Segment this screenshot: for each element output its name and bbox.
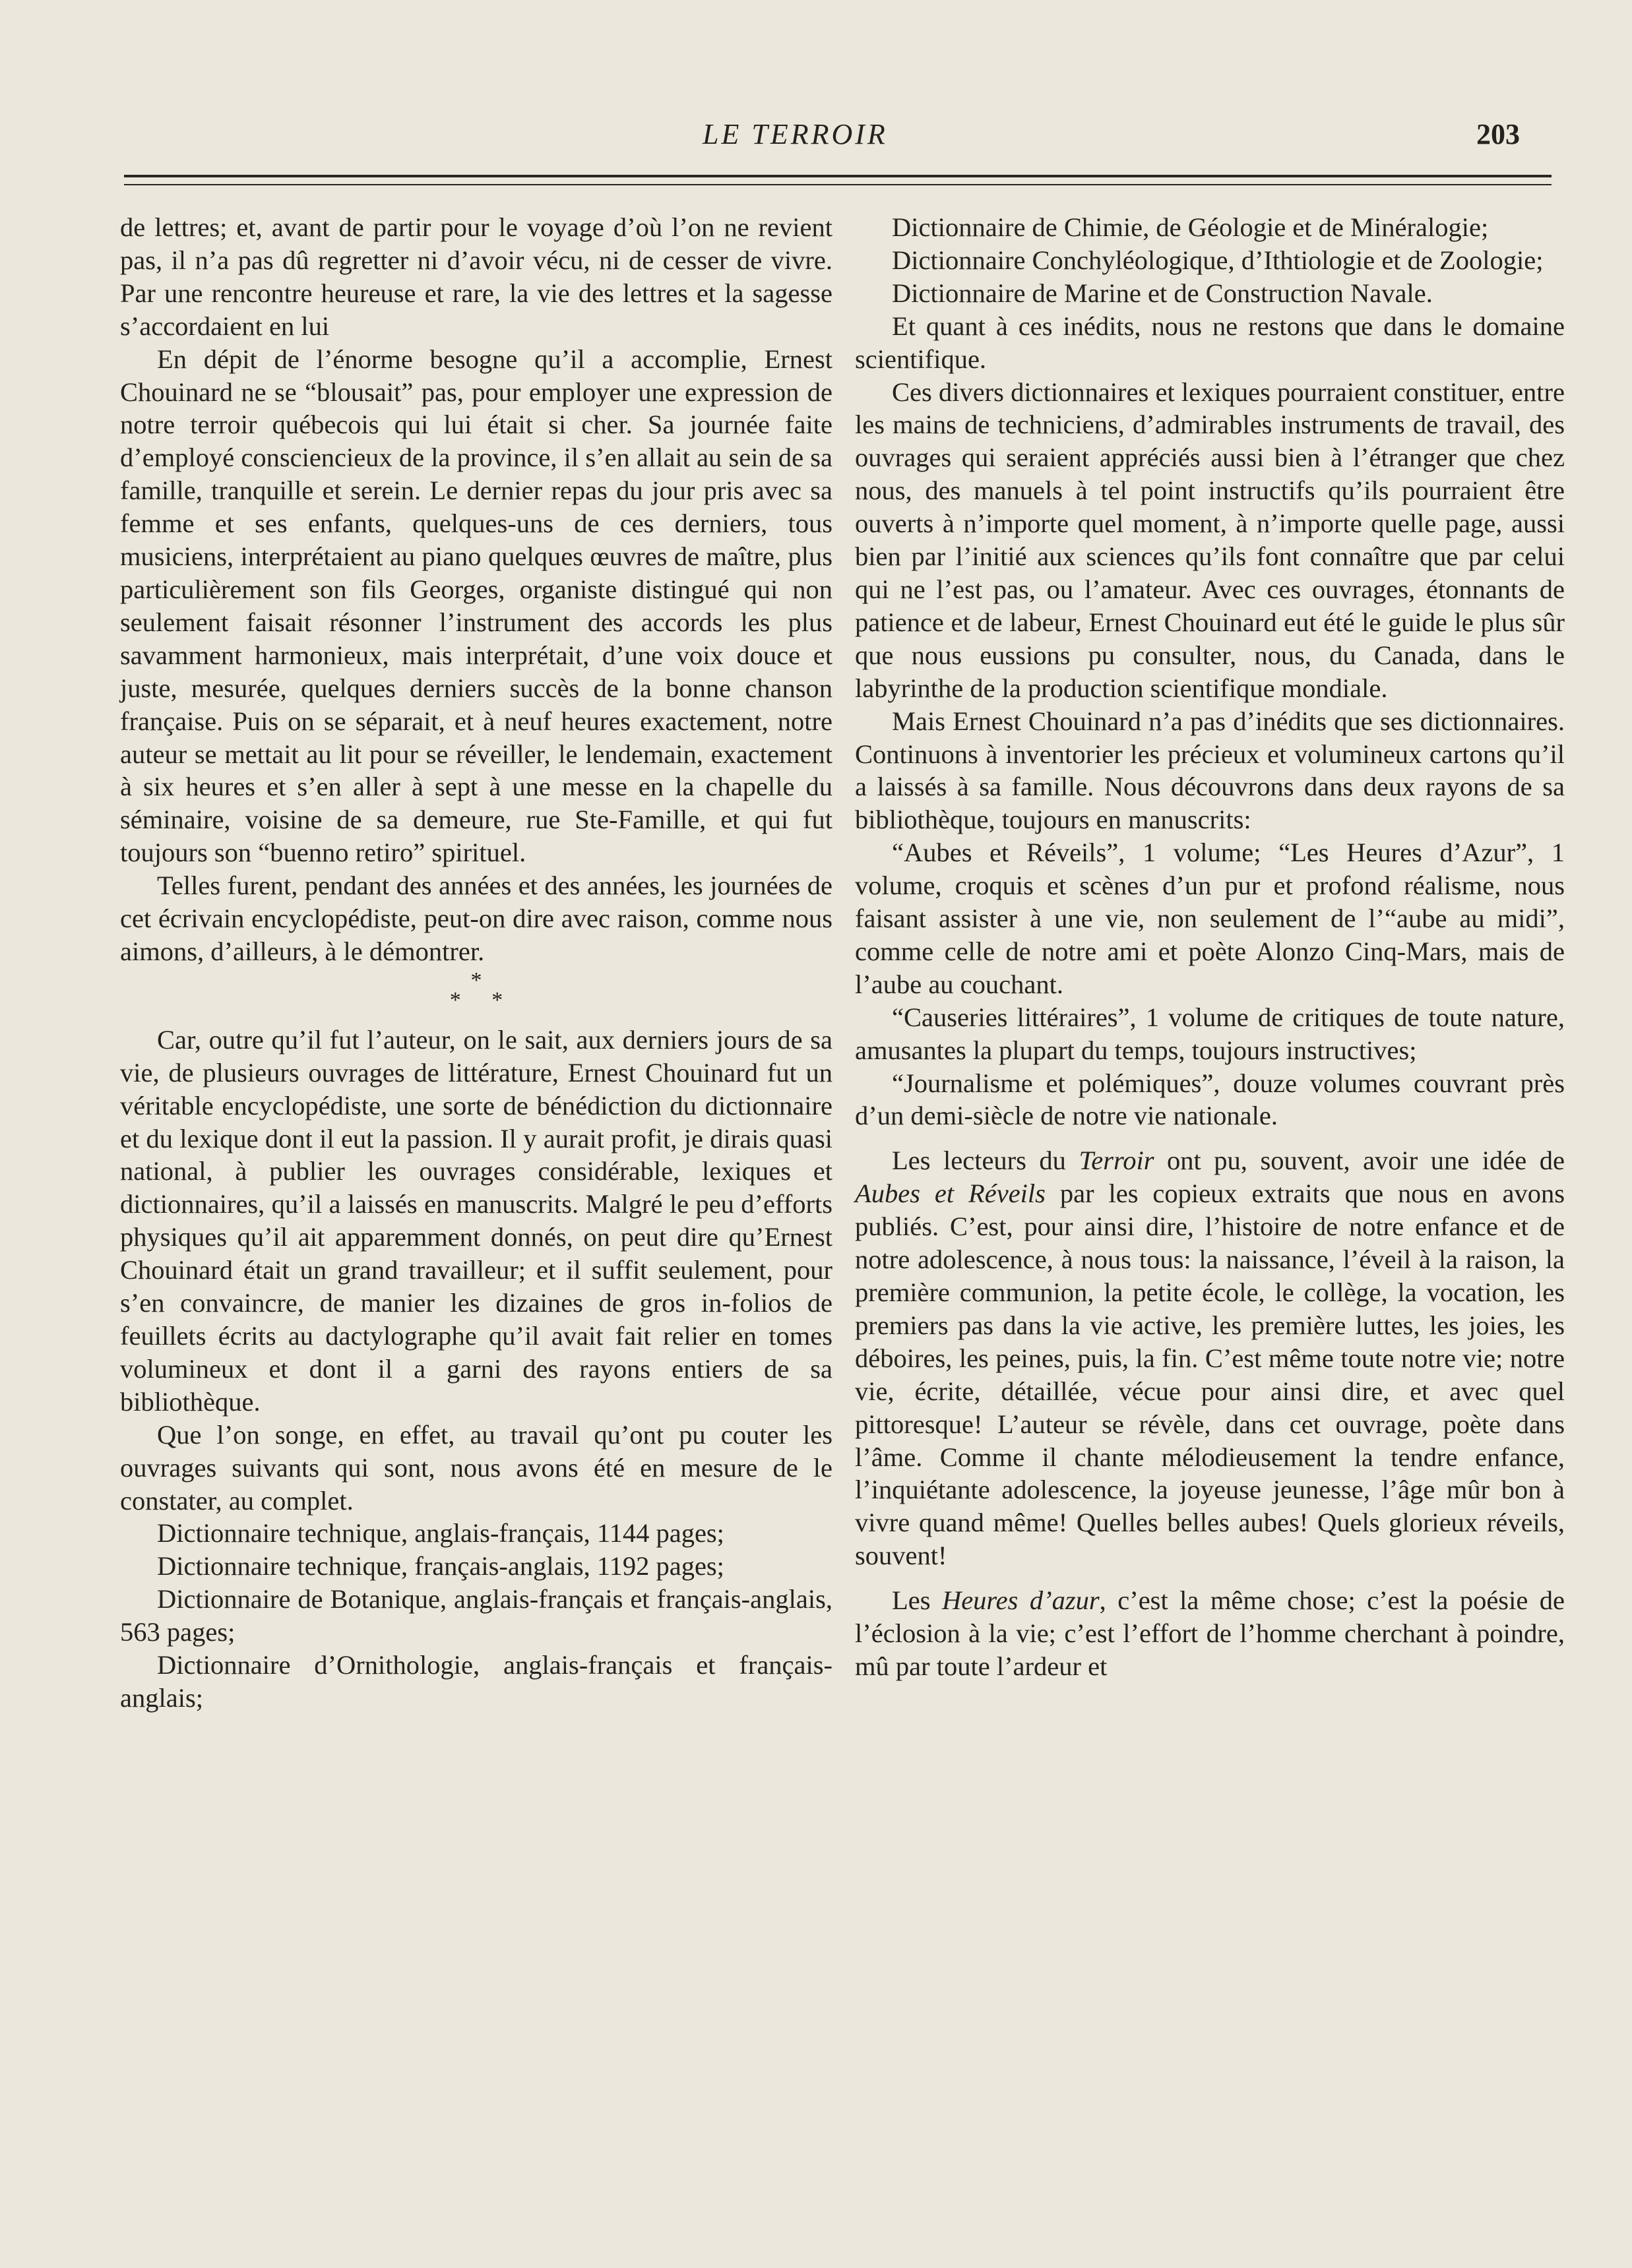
text-run: Les <box>892 1585 942 1616</box>
paragraph: Telles furent, pendant des années et des années, les journées de cet écrivain encyclopédiste, peut-on dire avec raison, comme nous aimons, d’ailleurs, à le démontrer. <box>120 871 832 966</box>
list-entry: Dictionnaire technique, français-anglais, 1192 pages; <box>157 1551 724 1581</box>
italic-title-terroir: Terroir <box>1079 1146 1154 1176</box>
paragraph: En dépit de l’énorme besogne qu’il a accomplie, Ernest Chouinard ne se “blousait” pas, pour employer une expression de notre terroir québecois qui lui était si cher. Sa journée faite d’employé consciencieux de la province, il s’en allait au sein de sa famille, tranquille et serein. Le dernier repas du jour pris avec sa femme et ses enfants, quelques-uns de ces derniers, tous musiciens, interprétaient au piano quelques œuvres de maître, plus particulièrement son fils Georges, organiste distingué qui non seulement faisait résonner l’instrument des accords les plus savamment harmonieux, mais interprétait, d’une voix douce et juste, mesurée, quelques derniers succès de la bonne chanson française. Puis on se séparait, et à neuf heures exactement, notre auteur se mettait au lit pour se réveiller, le lendemain, exactement à six heures et s’en aller à sept à une messe en la chapelle du séminaire, voisine de sa demeure, rue Ste-Famille, et qui fut toujours son “buenno retiro” spirituel. <box>120 344 832 868</box>
paragraph: “Causeries littéraires”, 1 volume de critiques de toute nature, amusantes la plupart du temps, toujours instructives; <box>855 1002 1565 1065</box>
list-entry: Dictionnaire de Marine et de Construction Navale. <box>892 278 1433 308</box>
asterism-top: * <box>470 967 482 993</box>
text-run: , c’est la même chose; c’est la poésie de l’éclosion à la vie; c’est l’effort de l’homme cherchant à poindre, mû par toute l’ardeur et <box>855 1585 1565 1681</box>
list-entry: Dictionnaire technique, anglais-français, 1144 pages; <box>157 1518 724 1548</box>
paragraph: Car, outre qu’il fut l’auteur, on le sait, aux derniers jours de sa vie, de plusieurs ouvrages de littérature, Ernest Chouinard fut un véritable encyclopédiste, une sorte de bénédiction du dictionnaire et du lexique dont il eut la passion. Il y aurait profit, je dirais quasi national, à publier les ouvrages considérable, lexiques et dictionnaires, qu’il a laissés en manuscrits. Malgré le peu d’efforts physiques qu’il ait apparemment donnés, on peut dire qu’Ernest Chouinard était un grand travailleur; et il suffit seulement, pour s’en convaincre, de manier les dizaines de gros in-folios de feuillets écrits au dactylographe qu’il avait fait relier en tomes volumineux et dont il a garni des rayons entiers de sa bibliothèque. <box>120 1024 832 1417</box>
paragraph: “Journalisme et polémiques”, douze volumes couvrant près d’un demi-siècle de notre vie nationale. <box>855 1068 1565 1131</box>
paragraph: Et quant à ces inédits, nous ne restons que dans le domaine scientifique. <box>855 311 1565 374</box>
list-entry: Dictionnaire de Chimie, de Géologie et de Minéralogie; <box>892 212 1489 242</box>
paragraph: Ces divers dictionnaires et lexiques pourraient constituer, entre les mains de techniciens, d’admirables instruments de travail, des ouvrages qui seraient appréciés aussi bien à l’étranger que chez nous, des manuels à tel point instructifs qu’ils pourraient être ouverts à n’importe quel moment, à n’importe quelle page, aussi bien par l’initié aux sciences qu’ils font connaître que par celui qui ne l’est pas, ou l’amateur. Avec ces ouvrages, étonnants de patience et de labeur, Ernest Chouinard eut été le guide le plus sûr que nous eussions pu consulter, nous, du Canada, dans le labyrinthe de la production scientifique mondiale. <box>855 377 1565 703</box>
italic-title-aubes: Aubes et Réveils <box>855 1179 1046 1209</box>
paragraph: de lettres; et, avant de partir pour le voyage d’où l’on ne revient pas, il n’a pas dû regretter ni d’avoir vécu, ni de cesser de vivre. Par une rencontre heureuse et rare, la vie des lettres et la sagesse s’accordaient en lui <box>120 212 832 341</box>
list-entry: Dictionnaire d’Ornithologie, anglais-français et français-anglais; <box>120 1650 832 1713</box>
text-run: par les copieux extraits que nous en avons publiés. C’est, pour ainsi dire, l’histoire de notre enfance et de notre adolescence, à nous tous: la naissance, l’éveil à la raison, la première communion, la petite école, le collège, la vocation, les premiers pas dans la vie active, les première luttes, les joies, les déboires, les peines, puis, la fin. C’est même toute notre vie; notre vie, écrite, détaillée, vécue pour ainsi dire, et avec quel pittoresque! L’auteur se révèle, dans cet ouvrage, poète dans l’âme. Comme il chante mélodieusement la tendre enfance, l’inquiétante adolescence, la joyeuse jeunesse, l’âge mûr bon à vivre quand même! Quelles belles aubes! Quels glorieux réveils, souvent! <box>855 1179 1565 1571</box>
list-entry: Dictionnaire Conchyléologique, d’Ithtiologie et de Zoologie; <box>892 245 1544 275</box>
paragraph: Mais Ernest Chouinard n’a pas d’inédits que ses dictionnaires. Continuons à inventorier les précieux et volumineux cartons qu’il a laissés à sa famille. Nous découvrons dans deux rayons de sa bibliothèque, toujours en manuscrits: <box>855 706 1565 835</box>
paragraph: Que l’on songe, en effet, au travail qu’ont pu couter les ouvrages suivants qui sont, nous avons été en mesure de le constater, au complet. <box>120 1419 832 1516</box>
list-entry: Dictionnaire de Botanique, anglais-français et français-anglais, 563 pages; <box>120 1584 832 1647</box>
header-rule-thin <box>124 184 1552 185</box>
running-title: LE TERROIR <box>703 118 888 150</box>
text-run: Les lecteurs du <box>892 1146 1079 1176</box>
right-column <box>855 211 1565 1683</box>
asterism-bottom: * * <box>449 987 503 1012</box>
left-column <box>120 211 832 1715</box>
paragraph: “Aubes et Réveils”, 1 volume; “Les Heures d’Azur”, 1 volume, croquis et scènes d’un pur et profond réalisme, nous faisant assister à une vie, non seulement de l’“aube au midi”, comme celle de notre ami et poète Alonzo Cinq-Mars, mais de l’aube au couchant. <box>855 838 1565 999</box>
text-run: ont pu, souvent, avoir une idée de <box>1154 1146 1565 1176</box>
italic-title-heures: Heures d’azur <box>941 1585 1100 1616</box>
section-break <box>120 968 832 1024</box>
paragraph <box>855 1144 1565 1572</box>
header-rule-thick <box>124 175 1552 177</box>
page-number: 203 <box>1476 118 1520 150</box>
paragraph <box>855 1584 1565 1683</box>
